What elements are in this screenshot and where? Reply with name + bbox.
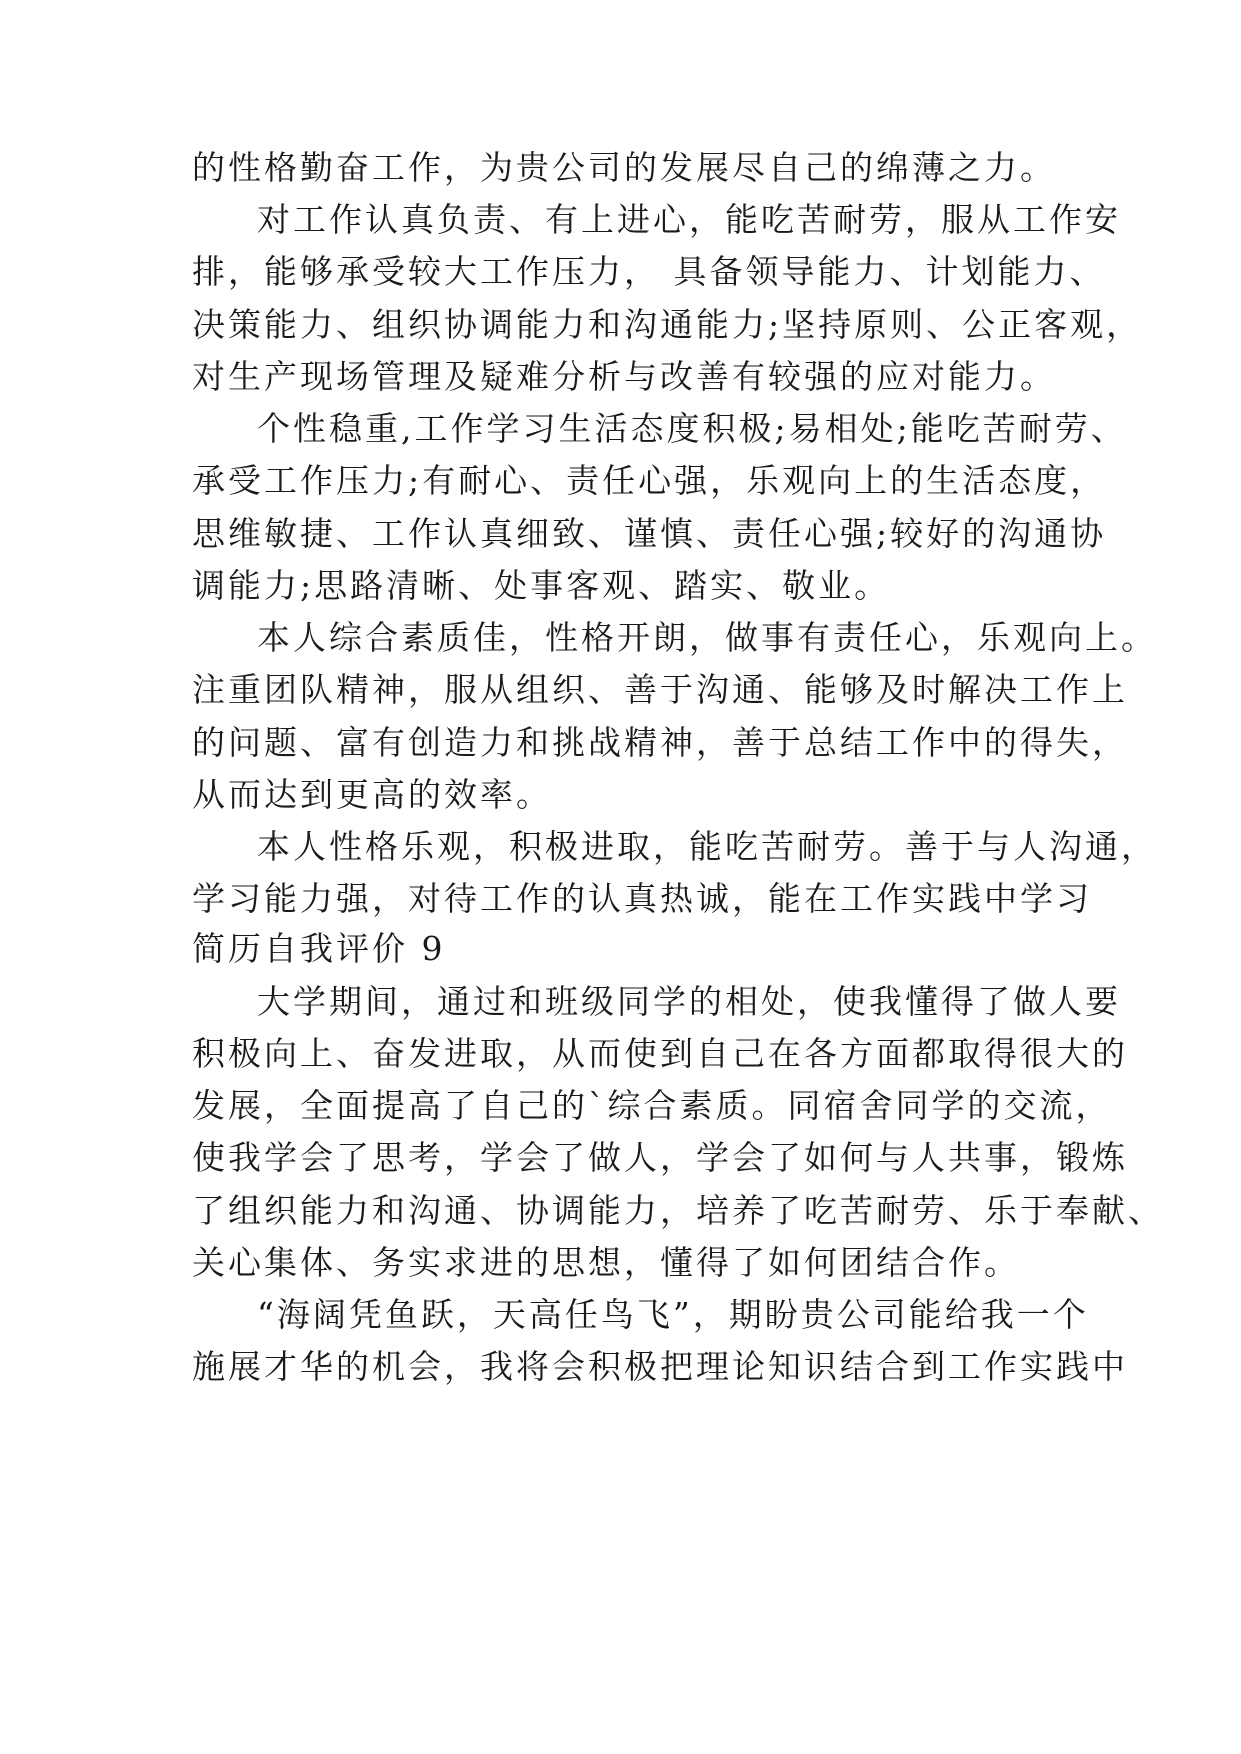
paragraph-first-line: “海阔凭鱼跃，天高任鸟飞”，期盼贵公司能给我一个 [257, 1295, 1089, 1334]
text-line: 施展才华的机会，我将会积极把理论知识结合到工作实践中 [192, 1347, 1128, 1386]
text-line: 排，能够承受较大工作压力， 具备领导能力、计划能力、 [192, 252, 1106, 291]
paragraph-first-line: 大学期间，通过和班级同学的相处，使我懂得了做人要 [257, 982, 1121, 1021]
text-line: 积极向上、奋发进取，从而使到自己在各方面都取得很大的 [192, 1034, 1128, 1073]
section-heading: 简历自我评价 9 [192, 929, 446, 968]
text-line: 了组织能力和沟通、协调能力，培养了吃苦耐劳、乐于奉献、 [192, 1191, 1164, 1230]
text-line: 对生产现场管理及疑难分析与改善有较强的应对能力。 [192, 357, 1056, 396]
text-line: 调能力;思路清晰、处事客观、踏实、敬业。 [192, 566, 891, 605]
text-line: 注重团队精神，服从组织、善于沟通、能够及时解决工作上 [192, 670, 1128, 709]
text-line: 关心集体、务实求进的思想，懂得了如何团结合作。 [192, 1243, 1020, 1282]
text-line: 使我学会了思考，学会了做人，学会了如何与人共事，锻炼 [192, 1138, 1128, 1177]
text-line: 承受工作压力;有耐心、责任心强，乐观向上的生活态度， [192, 461, 1107, 500]
text-line: 思维敏捷、工作认真细致、谨慎、责任心强;较好的沟通协 [192, 514, 1107, 553]
paragraph-first-line: 本人综合素质佳，性格开朗，做事有责任心，乐观向上。 [257, 618, 1157, 657]
paragraph-first-line: 本人性格乐观，积极进取，能吃苦耐劳。善于与人沟通， [257, 827, 1157, 866]
paragraph-first-line: 对工作认真负责、有上进心，能吃苦耐劳，服从工作安 [257, 200, 1121, 239]
text-line: 的性格勤奋工作，为贵公司的发展尽自己的绵薄之力。 [192, 148, 1056, 187]
text-line: 决策能力、组织协调能力和沟通能力;坚持原则、公正客观， [192, 305, 1143, 344]
paragraph-first-line: 个性稳重,工作学习生活态度积极;易相处;能吃苦耐劳、 [257, 409, 1127, 448]
text-line: 学习能力强，对待工作的认真热诚，能在工作实践中学习 [192, 879, 1092, 918]
text-line: 发展，全面提高了自己的`综合素质。同宿舍同学的交流， [192, 1086, 1112, 1125]
text-line: 的问题、富有创造力和挑战精神，善于总结工作中的得失， [192, 723, 1128, 762]
text-line: 从而达到更高的效率。 [192, 775, 552, 814]
